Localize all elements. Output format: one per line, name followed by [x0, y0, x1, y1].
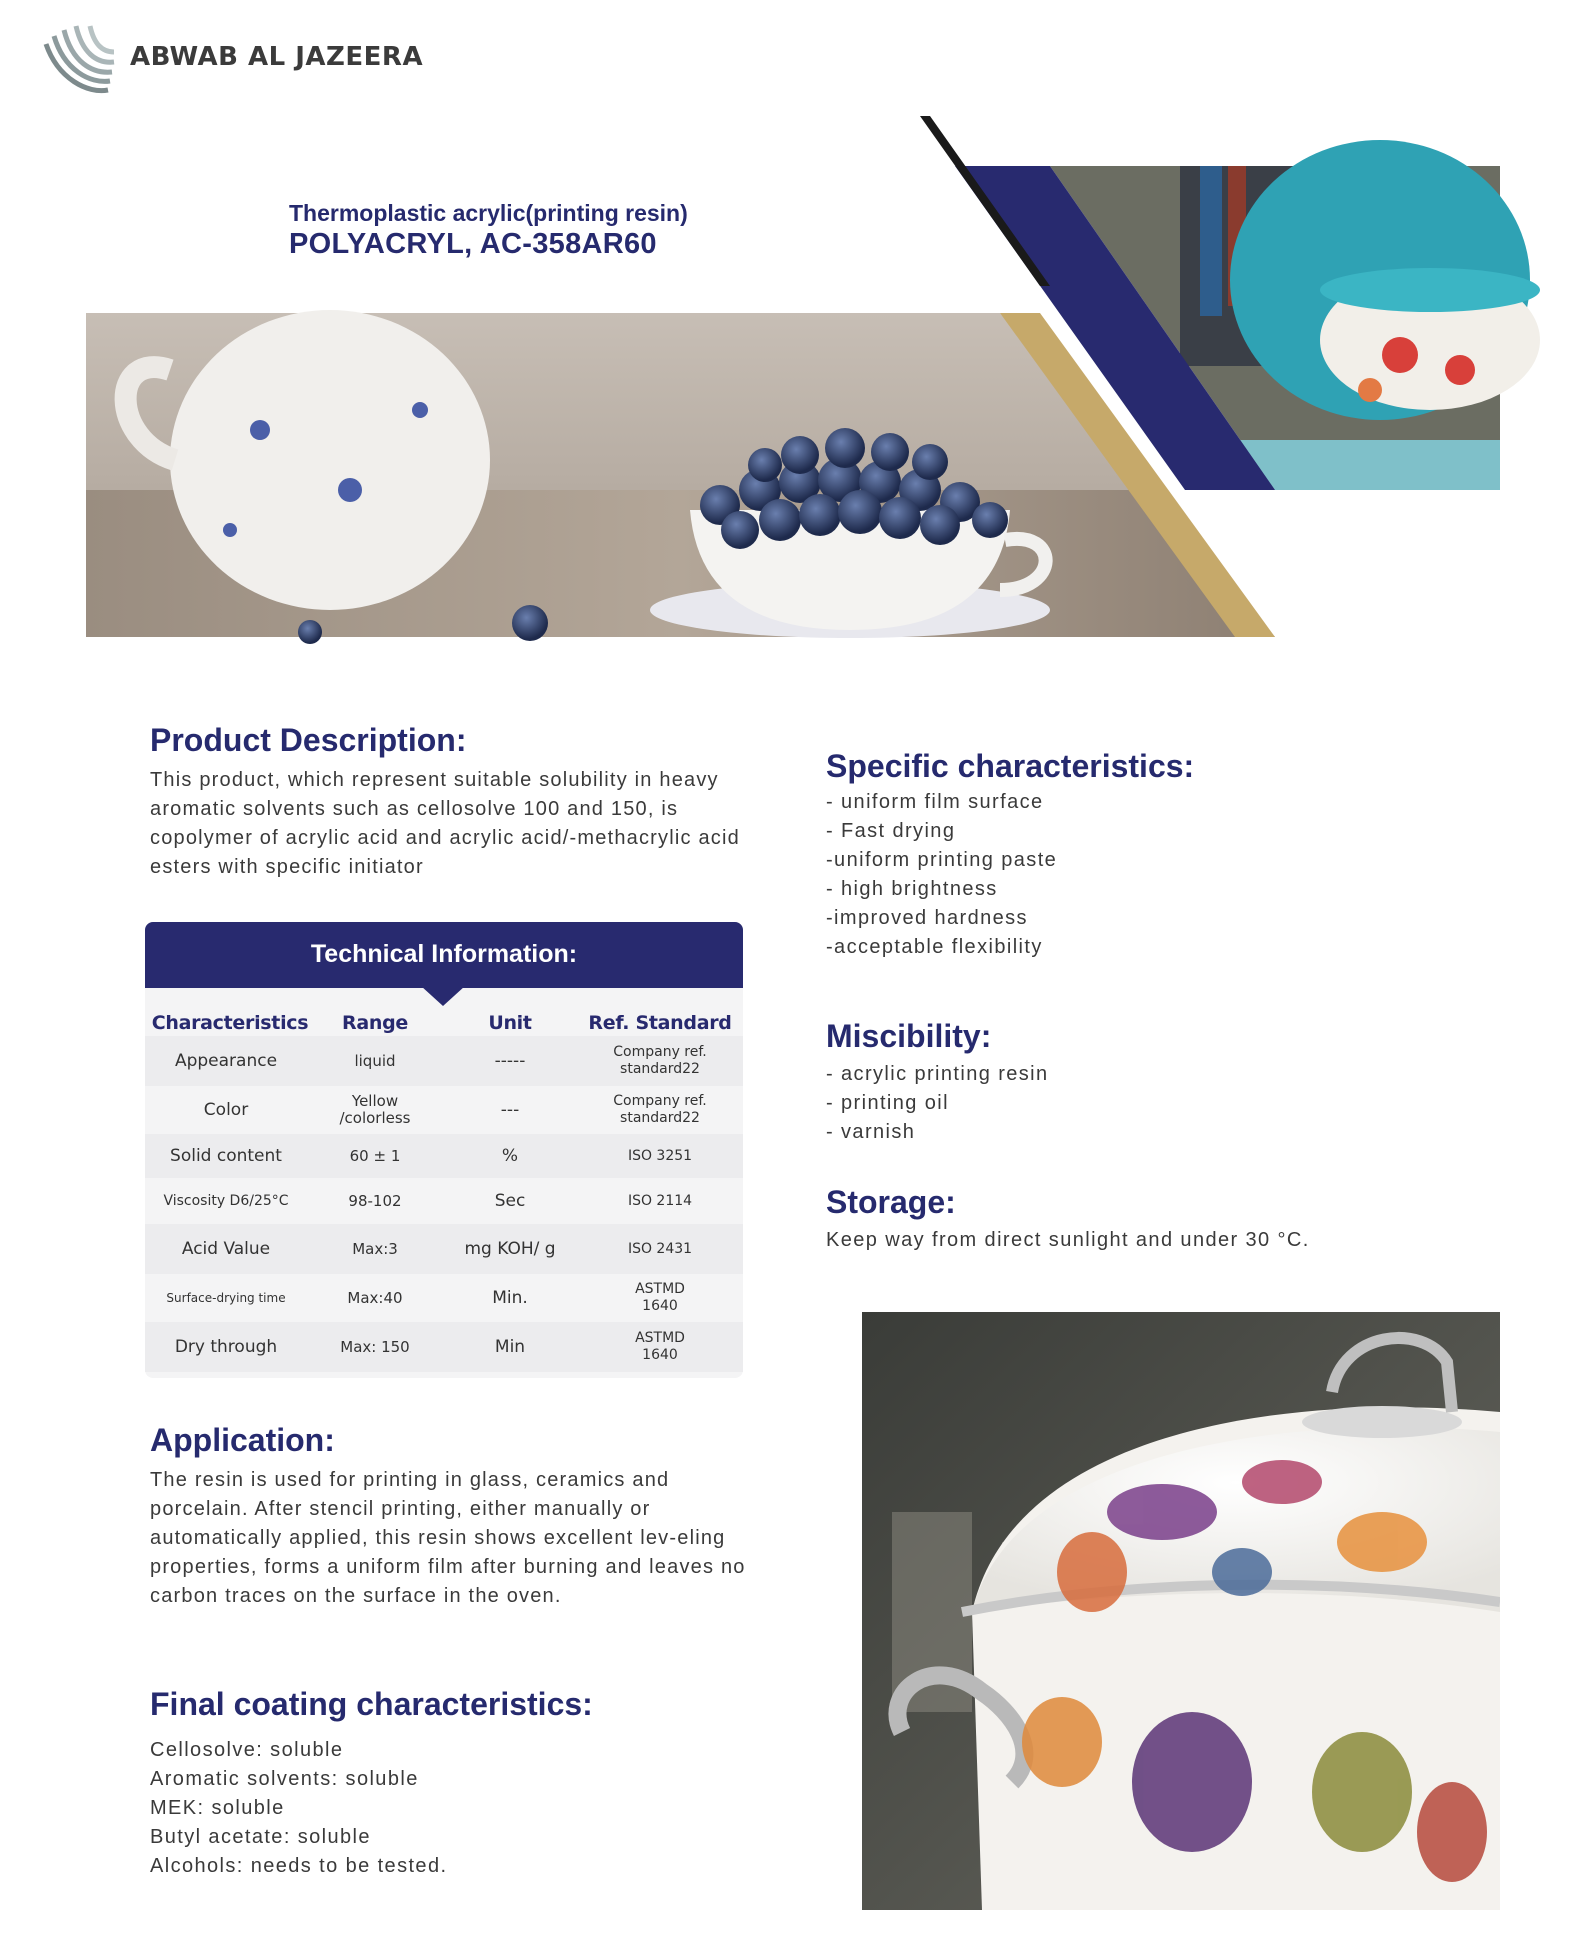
cell-characteristic: Appearance — [174, 1050, 278, 1071]
hero-banner-image — [0, 110, 1570, 650]
final-coating-list — [150, 1736, 447, 1881]
list-item: Butyl acetate: soluble — [150, 1826, 371, 1848]
cell-unit: ----- — [494, 1050, 526, 1071]
enamel-pot-image — [862, 1312, 1500, 1910]
table-row — [145, 1322, 743, 1372]
column-header-range: Range — [342, 1012, 408, 1034]
table-title: Technical Information: — [310, 940, 578, 968]
product-subtitle: Thermoplastic acrylic(printing resin) — [289, 200, 688, 226]
cell-characteristic: Dry through — [174, 1336, 278, 1357]
cell-unit: Min. — [492, 1287, 528, 1308]
list-item: - high brightness — [826, 878, 998, 900]
cell-characteristic: Color — [203, 1099, 249, 1120]
cell-range: liquid — [354, 1051, 396, 1070]
miscibility-heading: Miscibility: — [826, 1018, 992, 1054]
list-item: Cellosolve: soluble — [150, 1739, 344, 1761]
technical-information-table — [145, 922, 743, 1378]
column-header-ref-standard: Ref. Standard — [588, 1012, 732, 1034]
cell-range: Max:40 — [347, 1288, 403, 1307]
product-description-heading: Product Description: — [150, 722, 467, 758]
table-row — [145, 1178, 743, 1224]
list-item: -acceptable flexibility — [826, 936, 1043, 958]
specific-characteristics-list — [826, 788, 1057, 962]
specific-characteristics-heading: Specific characteristics: — [826, 748, 1195, 784]
cell-range: Max:3 — [352, 1239, 398, 1258]
list-item: -uniform printing paste — [826, 849, 1058, 871]
header-notch — [421, 986, 465, 1006]
cell-ref-standard: ISO 2114 — [627, 1192, 693, 1209]
cell-range: Max: 150 — [340, 1337, 410, 1356]
list-item: -improved hardness — [826, 907, 1028, 929]
storage-text-wrap — [826, 1226, 1310, 1255]
application-text: The resin is used for printing in glass, ceramics and porcelain. After stencil printing, either manually or automatically applied, this resin shows excellent lev-eling properties, forms a uniform film after burning and leaves no carbon traces on the surface in the oven. — [150, 1469, 746, 1607]
cell-range: 60 ± 1 — [349, 1146, 401, 1165]
cell-characteristic: Surface-drying time — [166, 1290, 286, 1305]
cell-unit: % — [501, 1145, 519, 1166]
cell-ref-standard: Company ref. standard22 — [613, 1044, 707, 1077]
column-header-characteristics: Characteristics — [151, 1012, 309, 1034]
list-item: - varnish — [826, 1121, 916, 1143]
cell-characteristic: Solid content — [170, 1145, 282, 1166]
table-row — [145, 1036, 743, 1086]
cell-ref-standard: ISO 3251 — [627, 1147, 693, 1164]
list-item: Aromatic solvents: soluble — [150, 1768, 419, 1790]
cell-range: Yellow /colorless — [339, 1092, 411, 1127]
list-item: - Fast drying — [826, 820, 956, 842]
cell-ref-standard: ASTMD 1640 — [635, 1281, 685, 1314]
application-heading: Application: — [150, 1422, 335, 1458]
list-item: - uniform film surface — [826, 791, 1044, 813]
cell-ref-standard: ASTMD 1640 — [635, 1330, 685, 1363]
wing-feathers-icon — [38, 24, 116, 100]
cell-unit: mg KOH/ g — [464, 1238, 556, 1259]
list-item: - acrylic printing resin — [826, 1063, 1049, 1085]
brand-logo — [38, 24, 424, 104]
cell-ref-standard: Company ref. standard22 — [613, 1093, 707, 1126]
column-header-unit: Unit — [488, 1012, 532, 1034]
miscibility-list — [826, 1060, 1049, 1147]
product-description-text: This product, which represent suitable solubility in heavy aromatic solvents such as cellosolve 100 and 150, is copolymer of acrylic acid and acrylic acid/-methacrylic acid esters with specific initiator — [150, 769, 740, 878]
storage-text: Keep way from direct sunlight and under 30 °C. — [826, 1229, 1310, 1251]
table-row — [145, 1086, 743, 1134]
cell-unit: Sec — [494, 1190, 526, 1211]
brand-name: ABWAB AL JAZEERA — [130, 42, 424, 72]
cell-ref-standard: ISO 2431 — [627, 1240, 693, 1257]
cell-characteristic: Viscosity D6/25°C — [163, 1192, 289, 1209]
table-row — [145, 1134, 743, 1178]
cell-unit: --- — [500, 1099, 520, 1120]
table-row — [145, 1274, 743, 1322]
cell-characteristic: Acid Value — [181, 1238, 271, 1259]
final-coating-heading: Final coating characteristics: — [150, 1686, 593, 1722]
storage-heading: Storage: — [826, 1184, 956, 1220]
cell-unit: Min — [494, 1336, 526, 1357]
list-item: - printing oil — [826, 1092, 949, 1114]
product-title: POLYACRYL, AC-358AR60 — [289, 228, 657, 260]
list-item: Alcohols: needs to be tested. — [150, 1855, 448, 1877]
cell-range: 98-102 — [348, 1191, 402, 1210]
list-item: MEK: soluble — [150, 1797, 285, 1819]
table-row — [145, 1224, 743, 1274]
